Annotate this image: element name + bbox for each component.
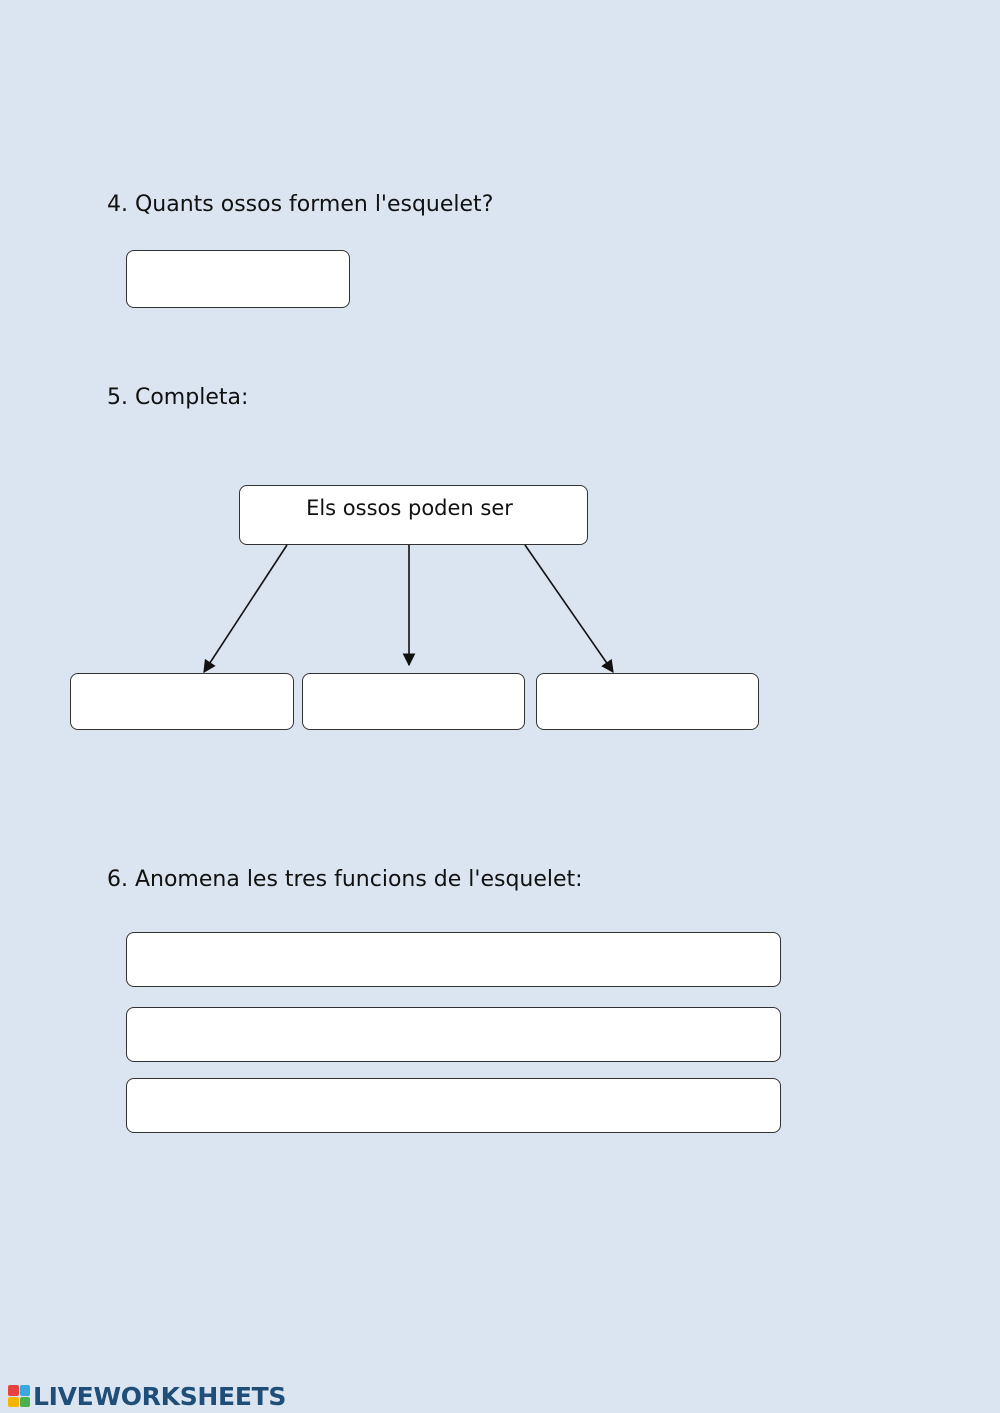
function-answer-input-1[interactable] xyxy=(126,932,781,987)
diagram-root-label: Els ossos poden ser xyxy=(306,496,513,520)
arrow-right xyxy=(525,545,613,672)
question-4-answer-input[interactable] xyxy=(126,250,350,308)
logo-square-1 xyxy=(8,1385,19,1396)
logo-square-3 xyxy=(8,1397,19,1408)
arrow-left xyxy=(204,545,287,672)
function-answer-input-2[interactable] xyxy=(126,1007,781,1062)
question-6-text: 6. Anomena les tres funcions de l'esquelet: xyxy=(107,867,583,892)
logo-square-4 xyxy=(20,1397,31,1408)
diagram-answer-input-1[interactable] xyxy=(70,673,294,730)
question-5-text: 5. Completa: xyxy=(107,385,249,410)
question-4-text: 4. Quants ossos formen l'esquelet? xyxy=(107,192,494,217)
liveworksheets-logo xyxy=(8,1383,286,1409)
diagram-answer-input-2[interactable] xyxy=(302,673,525,730)
diagram-root-box xyxy=(239,485,588,545)
diagram-answer-input-3[interactable] xyxy=(536,673,759,730)
function-answer-input-3[interactable] xyxy=(126,1078,781,1133)
logo-mark-icon xyxy=(8,1385,30,1407)
logo-square-2 xyxy=(20,1385,31,1396)
logo-text: LIVEWORKSHEETS xyxy=(33,1381,287,1411)
